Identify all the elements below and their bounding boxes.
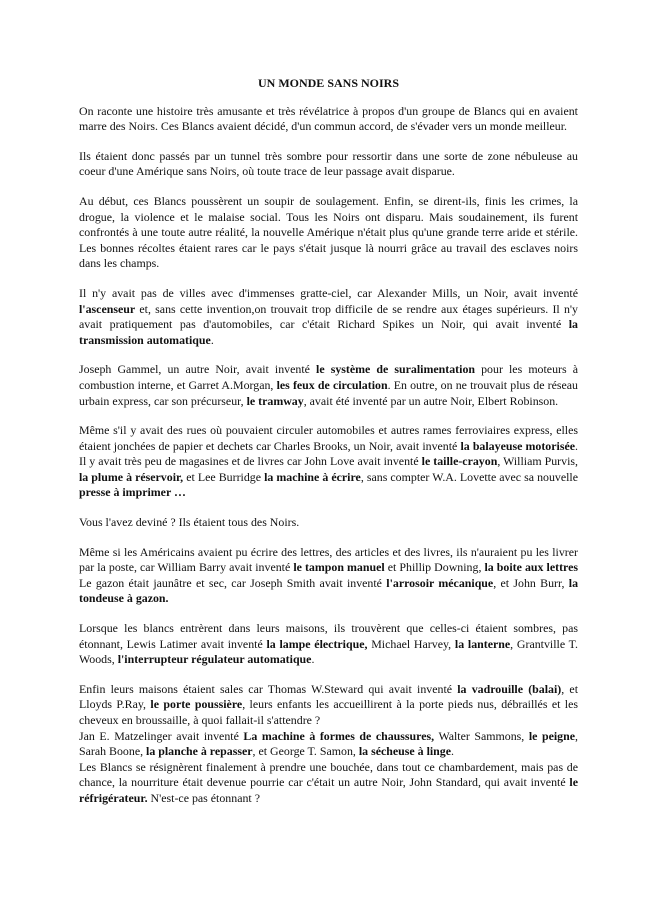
bold-text: la planche à repasser [146,744,253,759]
text-run: Jan E. Matzelinger avait inventé [79,728,244,743]
bold-text: l'ascenseur [79,301,136,316]
text-run: Les Blancs se résignèrent finalement à prendre une bouchée, dans tout ce chambardement, mais pas de chance, la nourriture était devenue pourrie car c'était un autre Noir, John Standard, qui avait inventé [79,759,578,790]
bold-text: la vadrouille (balai) [457,681,562,696]
text-run: , avait été inventé par un autre Noir, Elbert Robinson. [303,393,559,408]
text-run: , sans compter W.A. Lovette avec sa nouvelle [360,469,579,484]
text-run: N'est-ce pas étonnant ? [147,790,260,805]
paragraph [79,286,578,348]
text-run: , et John Burr, [493,575,569,590]
bold-text: la lampe électrique, [266,636,368,651]
text-run: Vous l'avez deviné ? Ils étaient tous des Noirs. [79,515,300,530]
bold-text: le réfrigérateur. [79,775,578,805]
text-run: . En outre, on ne trouvait plus de réseau urbain express, car son précurseur, [79,377,579,408]
text-run: Lorsque les blancs entrèrent dans leurs maisons, ils trouvèrent que celles-ci étaient sombres, pas étonnant, Lewis Latimer avait inventé [79,621,578,651]
text-run: Enfin leurs maisons étaient sales car Thomas W.Steward qui avait inventé [79,681,458,696]
paragraph [79,545,578,607]
paragraph [79,149,578,180]
text-run: , Sarah Boone, [79,728,578,759]
bold-text: l'interrupteur régulateur automatique [117,652,312,667]
text-run: . [210,332,214,347]
bold-text: la lanterne [454,636,511,651]
bold-text: le porte poussière [150,697,243,712]
bold-text: la machine à écrire [264,469,361,484]
text-run: , et Lloyds P.Ray, [79,681,579,712]
text-run: On raconte une histoire très amusante et très révélatrice à propos d'un groupe de Blancs qui en avaient marre des Noirs. Ces Blancs avaient décidé, d'un commun accord, de s'évader vers un monde meilleur. [79,103,578,134]
bold-text: presse à imprimer … [79,485,186,500]
paragraph [79,760,578,807]
bold-text: le tampon manuel [293,560,385,575]
text-run: Le gazon était jaunâtre et sec, car Joseph Smith avait inventé [79,575,387,590]
paragraph [79,104,578,135]
bold-text: la balayeuse motorisée [460,438,576,453]
paragraph [79,682,578,729]
text-run: , et George T. Samon, [252,744,359,759]
paragraph [79,621,578,668]
bold-text: la sécheuse à linge [358,744,452,759]
bold-text: le peigne [528,728,576,743]
text-run: et Lee Burridge [183,469,265,484]
text-run: . [311,652,315,667]
text-run: . Il y avait très peu de magasines et de livres car John Love avait inventé [79,438,578,469]
text-run: Même si les Américains avaient pu écrire des lettres, des articles et des livres, ils n'auraient pu les livrer par la poste, car William Barry avait inventé [79,544,578,575]
bold-text: le taille-crayon [421,454,498,469]
bold-text: la tondeuse à gazon. [79,575,579,606]
paragraph [79,362,578,409]
bold-text: la plume à réservoir, [79,469,184,484]
text-run: Walter Sammons, [434,728,529,743]
text-run: . [451,744,454,759]
text-run: , Grantville T. Woods, [79,636,578,667]
text-run: pour les moteurs à combustion interne, et Garret A.Morgan, [79,362,578,392]
text-run: et Phillip Downing, [384,560,485,575]
text-run: Ils étaient donc passés par un tunnel très sombre pour ressortir dans une sorte de zone nébuleuse au coeur d'une Amérique sans Noirs, où toute trace de leur passage avait disparue. [79,148,578,179]
text-run: , William Purvis, [497,454,578,469]
text-run: Même s'il y avait des rues où pouvaient circuler automobiles et autres rames ferroviaires express, elles étaient jonchées de papier et dechets car Charles Brooks, un Noir, avait inventé [79,423,578,453]
document-body [79,104,578,807]
text-run: et, sans cette invention,on trouvait trop difficile de se rendre aux étages supérieurs. Il n'y avait pratiquement pas d'automobiles, car c'était Richard Spikes un Noir, qui avait inventé [79,301,578,332]
text-run: Joseph Gammel, un autre Noir, avait inventé [79,362,317,377]
text-run: Michael Harvey, [367,636,455,651]
document-page [79,76,578,807]
bold-text: la transmission automatique [79,317,578,347]
bold-text: le tramway [246,393,304,408]
paragraph [79,515,578,531]
bold-text: les feux de circulation [276,377,388,392]
bold-text: l'arrosoir mécanique [386,575,494,590]
bold-text: le système de suralimentation [316,362,476,377]
text-run: , leurs enfants les accueillirent à la porte pieds nus, débraillés et les cheveux en broussaille, à quoi fallait-il s'attendre ? [79,697,579,727]
text-run: Au début, ces Blancs poussèrent un soupir de soulagement. Enfin, se dirent-ils, finis les crimes, la drogue, la violence et le malaise social. Tous les Noirs ont disparu. Mais soudainement, ils furent confrontés à une toute autre réalité, la nouvelle Amérique n'était plus qu'une grande terre aride et stérile. Les bonnes récoltes étaient rares car le pays s'était jusque là nourri grâce au travail des esclaves noirs dans les champs. [79,193,578,271]
paragraph [79,194,578,272]
paragraph [79,423,578,501]
paragraph [79,729,578,760]
bold-text: la boite aux lettres [484,560,578,575]
bold-text: La machine à formes de chaussures, [243,728,435,743]
document-title: UN MONDE SANS NOIRS [257,76,400,90]
text-run: Il n'y avait pas de villes avec d'immenses gratte-ciel, car Alexander Mills, un Noir, avait inventé [79,285,578,300]
